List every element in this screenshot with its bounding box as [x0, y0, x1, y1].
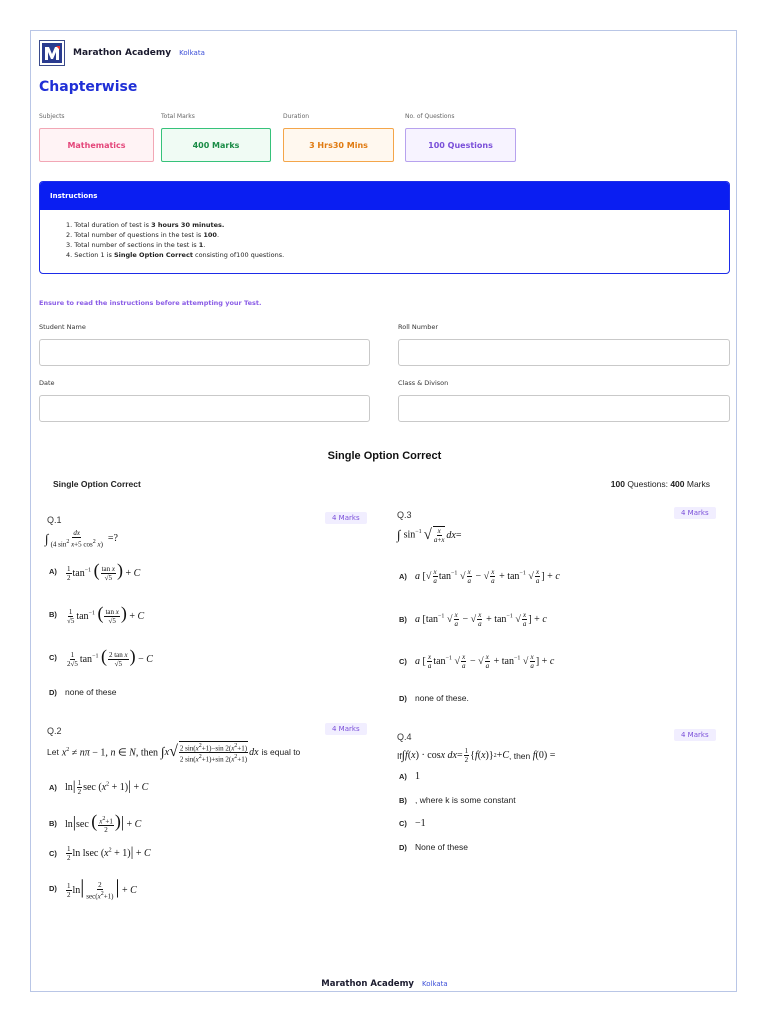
- class-division-label: Class & Divison: [398, 379, 449, 387]
- question-3-option-c[interactable]: C) a [ $\frac{x}{a}$ $\tan^{-1}$ √ $\frac{x}{a}$ − √ $\frac{x}{a}$ + $\tan^{-1}$ √ $\frac{x}{a}$ ] + c: [399, 653, 555, 670]
- instructions-panel: [39, 181, 730, 274]
- footer-city: Kolkata: [421, 980, 448, 988]
- question-2-number: Q.2: [47, 726, 62, 736]
- date-label: Date: [39, 379, 55, 387]
- question-2-marks: 4 Marks: [325, 723, 367, 735]
- question-4-option-b[interactable]: B) , where k is some constant: [399, 795, 516, 805]
- question-4-option-d[interactable]: D) None of these: [399, 842, 468, 852]
- question-4-option-c[interactable]: C) −1: [399, 818, 426, 829]
- question-2-text: Let $x^2 \ne n\pi - 1$, n ∈ N, then ∫ x √ $\frac{2 \sin(x^2+1)-\sin 2(x^2+1)}{2 \sin(x^2+1)+\sin 2(x^2+1)}$ dx is equal to: [47, 743, 301, 764]
- roll-number-label: Roll Number: [398, 323, 438, 331]
- question-4-option-a[interactable]: A) 1: [399, 771, 420, 782]
- instructions-heading: Instructions: [40, 182, 729, 210]
- date-field[interactable]: [39, 395, 370, 422]
- question-4-number: Q.4: [397, 732, 412, 742]
- questions-badge: 100 Questions: [405, 128, 516, 162]
- academy-logo: [39, 40, 65, 66]
- subjects-label: Subjects: [39, 113, 65, 120]
- question-3-number: Q.3: [397, 510, 412, 520]
- section-title: Single Option Correct: [327, 450, 442, 462]
- question-4-text: If ∫ f ( x ) · cos x dx = $\frac{1}{2}$ { f ( x )} 2 + C , then f (0) =: [397, 747, 556, 764]
- instruction-item: 4. Section 1 is Single Option Correct consisting of100 questions.: [66, 251, 285, 259]
- footer-brand: Marathon Academy: [321, 979, 414, 989]
- section-subtitle: Single Option Correct: [53, 479, 141, 489]
- question-3-marks: 4 Marks: [674, 507, 716, 519]
- instructions-list: [40, 210, 729, 260]
- test-paper: [30, 30, 737, 992]
- footer: [31, 979, 738, 989]
- brand-city: Kolkata: [179, 49, 205, 57]
- question-2-option-d[interactable]: D) $\frac{1}{2}$ ln| $\frac{2}{\sec(x^2+1)}$ | + C: [49, 876, 137, 901]
- brand-name: Marathon Academy: [73, 48, 172, 58]
- question-3-option-a[interactable]: A) a [√ $\frac{x}{a}$ $\tan^{-1}$ √ $\frac{x}{a}$ − √ $\frac{x}{a}$ + $\tan^{-1}$ √ $\frac{x}{a}$ ] + c: [399, 568, 560, 585]
- instruction-item: 2. Total number of questions in the test is 100.: [66, 231, 220, 239]
- student-name-field[interactable]: [39, 339, 370, 366]
- student-name-label: Student Name: [39, 323, 86, 331]
- question-2-option-b[interactable]: B) ln|sec ( $\frac{x^2+1}{2}$ )| + C: [49, 811, 142, 835]
- question-1-option-d[interactable]: D) none of these: [49, 687, 117, 697]
- instruction-item: 1. Total duration of test is 3 hours 30 minutes.: [66, 221, 225, 229]
- section-summary: 100 Questions: 400 Marks: [610, 479, 710, 489]
- question-1-option-c[interactable]: C) $\frac{1}{2√5}$ $\tan^{-1}$ ( $\frac{\text{2 tan x}}{√5}$ ) − C: [49, 646, 153, 669]
- question-4-marks: 4 Marks: [674, 729, 716, 741]
- questions-label: No. of Questions: [405, 113, 455, 120]
- duration-label: Duration: [283, 113, 310, 120]
- question-2-option-c[interactable]: C) $\frac{1}{2}$ ln lsec $(x^2 + 1)| + C$: [49, 845, 151, 863]
- subjects-badge: Mathematics: [39, 128, 154, 162]
- question-3-text: ∫ $\sin^{-1}$ √ $\frac{x}{a+x}$ dx =: [397, 526, 462, 544]
- question-1-text: ∫ $\frac{dx}{(4 \sin^2 x+5 \cos^2 x)}$ =?: [45, 529, 118, 549]
- total-marks-badge: 400 Marks: [161, 128, 271, 162]
- total-marks-label: Total Marks: [161, 113, 195, 120]
- duration-badge: 3 Hrs30 Mins: [283, 128, 394, 162]
- question-2-option-a[interactable]: A) ln| $\frac{1}{2}$ $\sec (x^2 + 1)| + C$: [49, 779, 149, 797]
- class-division-field[interactable]: [398, 395, 730, 422]
- question-1-option-b[interactable]: B) $\frac{1}{√5}$ $\tan^{-1}$ ( $\frac{\text{tan x}}{√5}$ ) + C: [49, 603, 145, 626]
- instruction-item: 3. Total number of sections in the test is 1.: [66, 241, 206, 249]
- roll-number-field[interactable]: [398, 339, 730, 366]
- question-3-option-d[interactable]: D) none of these.: [399, 693, 469, 703]
- question-3-option-b[interactable]: B) a [$\tan^{-1}$ √ $\frac{x}{a}$ − √ $\frac{x}{a}$ + $\tan^{-1}$ √ $\frac{x}{a}$ ] + c: [399, 611, 547, 628]
- page-title: Chapterwise: [39, 79, 138, 95]
- question-1-number: Q.1: [47, 515, 62, 525]
- header: [39, 39, 205, 67]
- instructions-warning: Ensure to read the instructions before attempting your Test.: [39, 299, 262, 307]
- question-1-option-a[interactable]: A) $\frac{1}{2}$ $\tan^{-1}$ ( $\frac{\text{tan x}}{√5}$ ) + C: [49, 560, 141, 583]
- question-1-marks: 4 Marks: [325, 512, 367, 524]
